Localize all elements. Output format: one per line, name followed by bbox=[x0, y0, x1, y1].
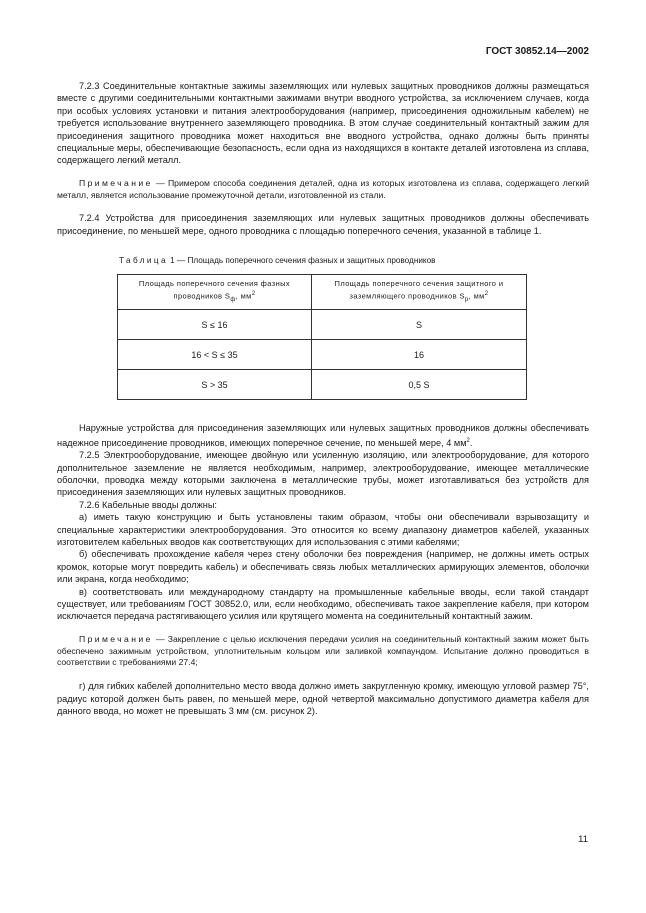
header-protective-sub: р bbox=[464, 297, 469, 304]
page-content bbox=[57, 80, 589, 717]
header-protective-sup: 2 bbox=[484, 291, 489, 298]
header-phase-line2: проводников S bbox=[173, 291, 231, 301]
table-cell-phase: 16 < S ≤ 35 bbox=[118, 340, 312, 370]
note-1 bbox=[57, 178, 589, 202]
note-2 bbox=[57, 634, 589, 669]
table-row bbox=[118, 370, 527, 400]
table-row bbox=[118, 340, 527, 370]
outer-devices-end: . bbox=[469, 437, 473, 448]
note-2-label: Примечание bbox=[79, 633, 153, 644]
table-caption bbox=[119, 255, 589, 266]
paragraph-7-2-4: 7.2.4 Устройства для присоединения заземляющих или нулевых защитных проводников должны обеспечивать присоединение, по меньшей мере, одного проводника с площадью поперечного сечения, указанной в таблице 1. bbox=[57, 213, 589, 236]
note-1-label: Примечание bbox=[79, 177, 153, 188]
table-caption-text: 1 — Площадь поперечного сечения фазных и защитных проводников bbox=[167, 256, 436, 266]
table-header-phase bbox=[118, 275, 312, 310]
paragraph-7-2-5: 7.2.5 Электрооборудование, имеющее двойную или усиленную изоляцию, или электрооборудование, для которого дополнительное заземление не является необходимым, например, электрооборудование, имеющее металлические оболочки, проводка между которыми заключена в металлические трубы, может изготавливаться без устройств для присоединения заземляющих или нулевых защитных проводников. bbox=[57, 450, 589, 498]
table-cell-phase: S ≤ 16 bbox=[118, 310, 312, 340]
paragraph-7-2-3: 7.2.3 Соединительные контактные зажимы заземляющих или нулевых защитных проводников должны размещаться вместе с другими соединительными контактными зажимами внутри вводного устройства, за исключением случаев, когда при особых условиях установки и питания электрооборудования (например, присоединения одножильным кабелем) не требуется использование внутреннего заземляющего проводника. В этом случае соединительный контактный зажим для присоединения защитного проводника может находиться вне вводного устройства, однако должны быть приняты специальные меры, обеспечивающие безопасность, если одна из находящихся в контакте деталей изготовлена из сплава, содержащего легкий металл. bbox=[57, 81, 589, 166]
paragraph-7-2-6: 7.2.6 Кабельные вводы должны: bbox=[79, 499, 217, 510]
table-header-row bbox=[118, 275, 527, 310]
list-item-g: г) для гибких кабелей дополнительно место ввода должно иметь закругленную кромку, имеющую угловой размер 75°, радиус которой должен быть равен, по меньшей мере, одной четвертой максимально допустимого диаметра кабеля для данного ввода, но может не превышать 3 мм (см. рисунок 2). bbox=[57, 681, 589, 717]
header-phase-line1: Площадь поперечного сечения фазных bbox=[138, 278, 291, 288]
table-cell-phase: S > 35 bbox=[118, 370, 312, 400]
cross-section-table bbox=[117, 274, 527, 400]
outer-devices-sup: 2 bbox=[466, 437, 470, 444]
table-cell-protective: 0,5 S bbox=[312, 370, 527, 400]
list-item-a: а) иметь такую конструкцию и быть установлены таким образом, чтобы они обеспечивали взрывозащиту и специальные характеристики электрооборудования. Это относится ко всему диапазону диаметров кабелей, указанных изготовителем кабельных вводов как соответствующих для использования с этими кабелями; bbox=[57, 512, 589, 547]
header-protective-unit: , мм bbox=[468, 291, 485, 301]
table-caption-label: Таблица bbox=[119, 256, 168, 266]
note-1-text: — Примером способа соединения деталей, одна из которых изготовлена из сплава, содержащего легкий металл, является использование промежуточной детали, изготовленной из стали. bbox=[57, 177, 589, 200]
list-item-c: в) соответствовать или международному стандарту на промышленные кабельные вводы, если такой стандарт существует, или требованиям ГОСТ 30852.0, или, если необходимо, обеспечивать такое закрепление кабеля, при котором исключается передача растягивающего усилия или крутящего момента на соединительный контактный зажим. bbox=[57, 586, 589, 622]
header-protective-line2: заземляющего проводников S bbox=[349, 291, 465, 301]
table-cell-protective: 16 bbox=[312, 340, 527, 370]
table-cell-protective: S bbox=[312, 310, 527, 340]
list-item-b: б) обеспечивать прохождение кабеля через стену оболочки без повреждения (например, не должны иметь острых кромок, которые могут повредить кабель) и обеспечивать связь любых металлических армирующих элементов, оболочки или экрана, когда необходимо; bbox=[57, 549, 589, 585]
header-protective-line1: Площадь поперечного сечения защитного и bbox=[334, 278, 504, 288]
page-number: 11 bbox=[578, 834, 588, 845]
paragraph-outer-devices bbox=[57, 422, 589, 449]
outer-devices-text: Наружные устройства для присоединения заземляющих или нулевых защитных проводников должны обеспечивать надежное присоединение проводников, имеющих поперечное сечение, по меньшей мере, 4 мм bbox=[57, 423, 589, 448]
header-phase-sub: ф bbox=[230, 297, 236, 304]
note-2-text: — Закрепление с целью исключения передачи усилия на соединительный контактный зажим может быть обеспечено зажимным устройством, уплотнительным кольцом или заливкой компаундом. Испытание должно проводиться в соответствии с требованиями 27.4; bbox=[57, 633, 589, 668]
document-code: ГОСТ 30852.14—2002 bbox=[485, 46, 589, 57]
table-row bbox=[118, 310, 527, 340]
header-phase-sup: 2 bbox=[251, 291, 256, 298]
header-phase-unit: , мм bbox=[235, 291, 252, 301]
table-header-protective bbox=[312, 275, 527, 310]
